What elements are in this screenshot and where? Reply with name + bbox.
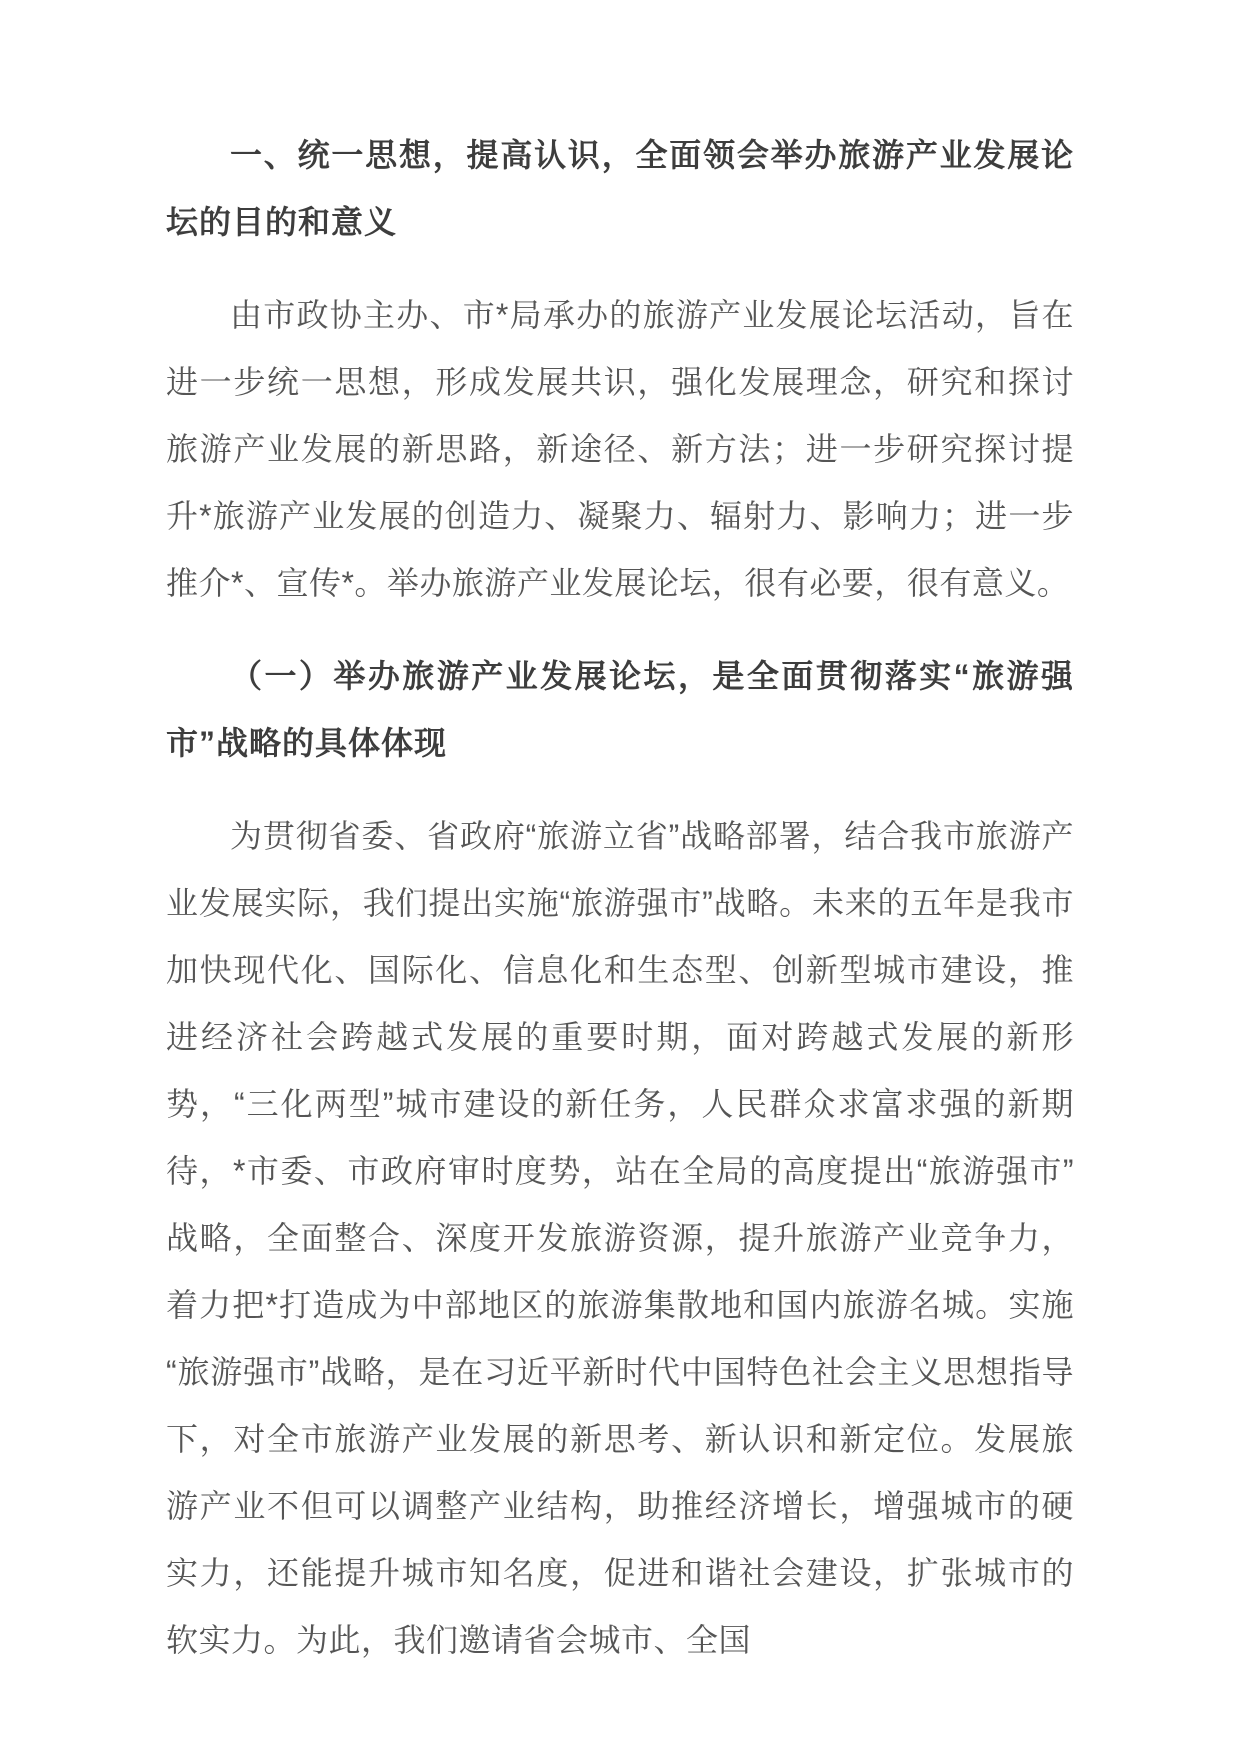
paragraph-forum-purpose: 由市政协主办、市*局承办的旅游产业发展论坛活动，旨在进一步统一思想，形成发展共识，强化发展理念，研究和探讨旅游产业发展的新思路，新途径、新方法；进一步研究探讨提升*旅游产业发展的创造力、凝聚力、辐射力、影响力；进一步推介*、宣传*。举办旅游产业发展论坛，很有必要，很有意义。 [166,297,1074,601]
section-heading-unify-thinking: 一、统一思想，提高认识，全面领会举办旅游产业发展论坛的目的和意义 [166,137,1074,240]
paragraph-strategy-detail: 为贯彻省委、省政府“旅游立省”战略部署，结合我市旅游产业发展实际，我们提出实施“旅游强市”战略。未来的五年是我市加快现代化、国际化、信息化和生态型、创新型城市建设，推进经济社会跨越式发展的重要时期，面对跨越式发展的新形势，“三化两型”城市建设的新任务，人民群众求富求强的新期待，*市委、市政府审时度势，站在全局的高度提出“旅游强市”战略，全面整合、深度开发旅游资源，提升旅游产业竞争力，着力把*打造成为中部地区的旅游集散地和国内旅游名城。实施“旅游强市”战略，是在习近平新时代中国特色社会主义思想指导下，对全市旅游产业发展的新思考、新认识和新定位。发展旅游产业不但可以调整产业结构，助推经济增长，增强城市的硬实力，还能提升城市知名度，促进和谐社会建设，扩张城市的软实力。为此，我们邀请省会城市、全国 [166,818,1074,1658]
subsection-heading-tourism-strong-city: （一）举办旅游产业发展论坛，是全面贯彻落实“旅游强市”战略的具体体现 [166,658,1074,761]
